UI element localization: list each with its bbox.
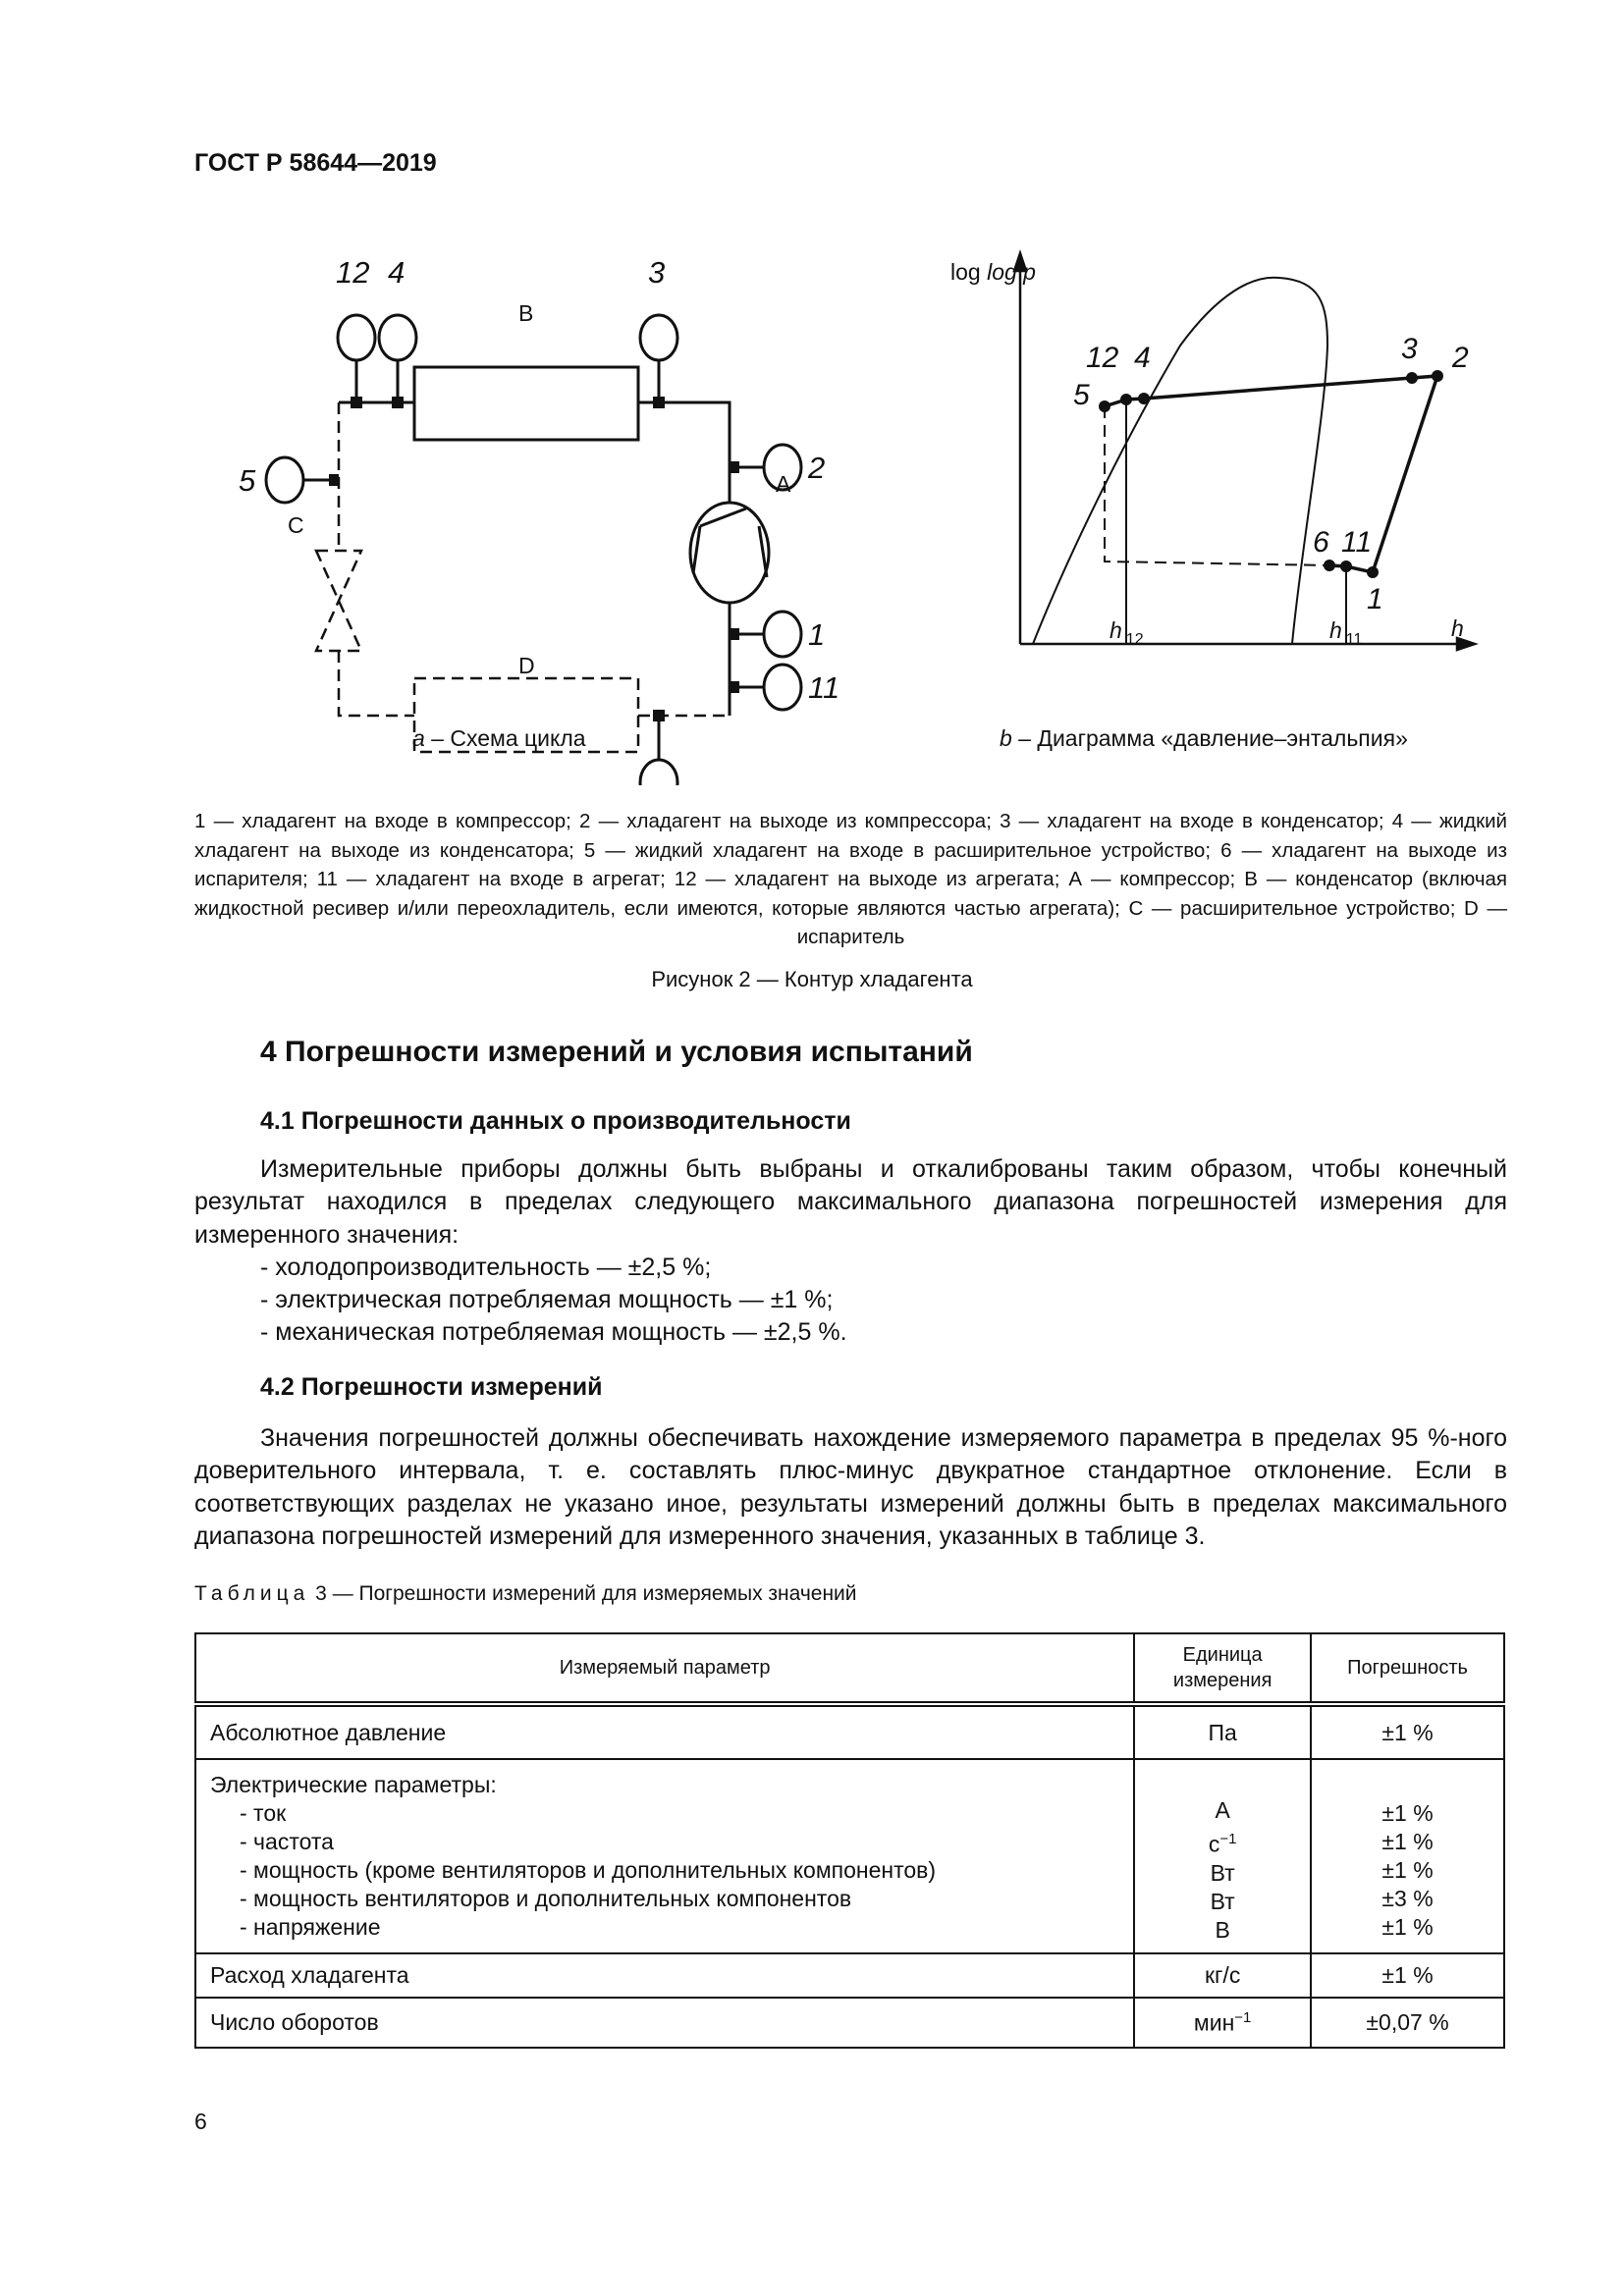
header-param: Измеряемый параметр [195, 1633, 1134, 1704]
figure-title: Рисунок 2 — Контур хладагента [651, 967, 973, 991]
y-axis-label: log log p [950, 259, 1036, 285]
gauge-12 [338, 315, 375, 360]
table-caption: Таблица 3 — Погрешности измерений для измеряемых значений [194, 1582, 857, 1605]
section-4-heading: 4 Погрешности измерений и условия испытаний [260, 1036, 973, 1068]
point-label-5: 5 [1073, 379, 1090, 411]
ph-diagram [950, 253, 1475, 751]
caption-a: a – Схема цикла [412, 725, 586, 751]
point-label-3: 3 [1401, 333, 1418, 365]
gauge-1 [764, 612, 801, 657]
point-label-11: 11 [1341, 526, 1373, 559]
table-row [195, 1953, 1504, 1998]
gauge-3 [640, 315, 677, 360]
saturation-dome [1033, 278, 1327, 644]
label-condenser: B [518, 300, 534, 326]
label-evaporator: D [518, 653, 535, 678]
section-4-2-body [194, 1422, 1507, 1553]
caption-b: b – Диаграмма «давление–энтальпия» [1000, 725, 1408, 751]
condenser-box [414, 367, 638, 440]
point-label-1: 1 [1367, 583, 1383, 615]
point-label-4: 4 [1134, 342, 1151, 374]
error-table [194, 1632, 1505, 2049]
cell-error: ±1 % [1311, 1704, 1504, 1759]
h11-label: h $_{11}$ [1329, 617, 1363, 648]
table-row [195, 1759, 1504, 1953]
figure-legend: 1 — хладагент на входе в компрессор; 2 — хладагент на выходе из компрессора; 3 — хладагент на входе в конденсатор; 4 — жидкий хладагент на выходе из конденсатора; 5 — жидкий хладагент на входе в расширительное устройство; 6 — хладагент на выходе из испарителя; 11 — хладагент на входе в агрегат; 12 — хладагент на выходе из агрегата; А — компрессор; В — конденсатор (включая жидкостной ресивер и/или переохладитель, если имеются, которые являются частью агрегата); С — расширительное устройство; D — испаритель [194, 810, 1507, 948]
table-header-row [195, 1633, 1504, 1704]
cell-unit: мин$^{-1}$ [1134, 1998, 1311, 2048]
header-unit: Единица измерения [1134, 1633, 1311, 1704]
cell-param: Электрические параметры: - ток - частота - мощность (кроме вентиляторов и дополнительных компонентов) - мощность вентиляторов и дополнительных компонентов - напряжение [195, 1759, 1134, 1953]
cell-param: Число оборотов [195, 1998, 1134, 2048]
page-number: 6 [194, 2109, 207, 2134]
expansion-valve-icon [316, 551, 361, 651]
h12-label: h $_{12}$ [1110, 617, 1144, 648]
label-11: 11 [808, 670, 840, 705]
point-label-12: 12 [1086, 342, 1119, 374]
point-label-2: 2 [1452, 342, 1469, 374]
gauge-6 [640, 760, 677, 785]
list-item: - электрическая потребляемая мощность — ±1 %; [260, 1286, 834, 1314]
list-item: - холодопроизводительность — ±2,5 %; [260, 1253, 712, 1281]
section-4-1-heading: 4.1 Погрешности данных о производительности [260, 1107, 851, 1135]
table-row [195, 1704, 1504, 1759]
list-item: - механическая потребляемая мощность — ±2,5 %. [260, 1318, 847, 1347]
label-12: 12 [336, 255, 370, 290]
cell-param: Абсолютное давление [195, 1704, 1134, 1759]
header-error: Погрешность [1311, 1633, 1504, 1704]
cell-error: ±1 % ±1 % ±1 % ±3 % ±1 % [1311, 1759, 1504, 1953]
label-compressor: A [776, 471, 791, 497]
point-label-6: 6 [1313, 526, 1329, 559]
cell-param: Расход хладагента [195, 1953, 1134, 1998]
pipe [638, 402, 730, 503]
gauge-11 [764, 665, 801, 710]
table-row [195, 1998, 1504, 2048]
gauge-5 [266, 457, 303, 503]
label-valve: C [288, 512, 304, 538]
section-4-1-body [194, 1153, 1507, 1350]
paragraph: Измерительные приборы должны быть выбраны и откалиброваны таким образом, чтобы конечный результат находился в пределах следующего максимального диапазона погрешностей измерения для измеренного значения: [194, 1155, 1507, 1249]
paragraph: Значения погрешностей должны обеспечивать нахождение измеряемого параметра в пределах 95 %-ного доверительного интервала, т. е. составлять плюс-минус двукратное стандартное отклонение. Если в соответствующих разделах не указано иное, результаты измерений должны быть в пределах максимального диапазона погрешностей измерений для измеренного значения, указанных в таблице 3. [194, 1424, 1507, 1550]
x-axis-label: h [1451, 615, 1464, 641]
cell-error: ±1 % [1311, 1953, 1504, 1998]
label-3: 3 [648, 255, 666, 290]
document-header: ГОСТ Р 58644—2019 [194, 149, 437, 177]
gauge-4 [379, 315, 416, 360]
cell-unit: кг/с [1134, 1953, 1311, 1998]
cell-unit: А $с^{-1}$ Вт Вт В [1134, 1759, 1311, 1953]
cycle-line [1105, 376, 1437, 572]
label-2: 2 [808, 451, 826, 485]
label-4: 4 [388, 255, 406, 290]
section-4-2-heading: 4.2 Погрешности измерений [260, 1373, 603, 1401]
label-5: 5 [239, 463, 256, 498]
label-1: 1 [808, 617, 826, 652]
compressor-icon [690, 503, 769, 603]
cycle-scheme-diagram [0, 0, 1624, 785]
cell-error: ±0,07 % [1311, 1998, 1504, 2048]
cell-unit: Па [1134, 1704, 1311, 1759]
